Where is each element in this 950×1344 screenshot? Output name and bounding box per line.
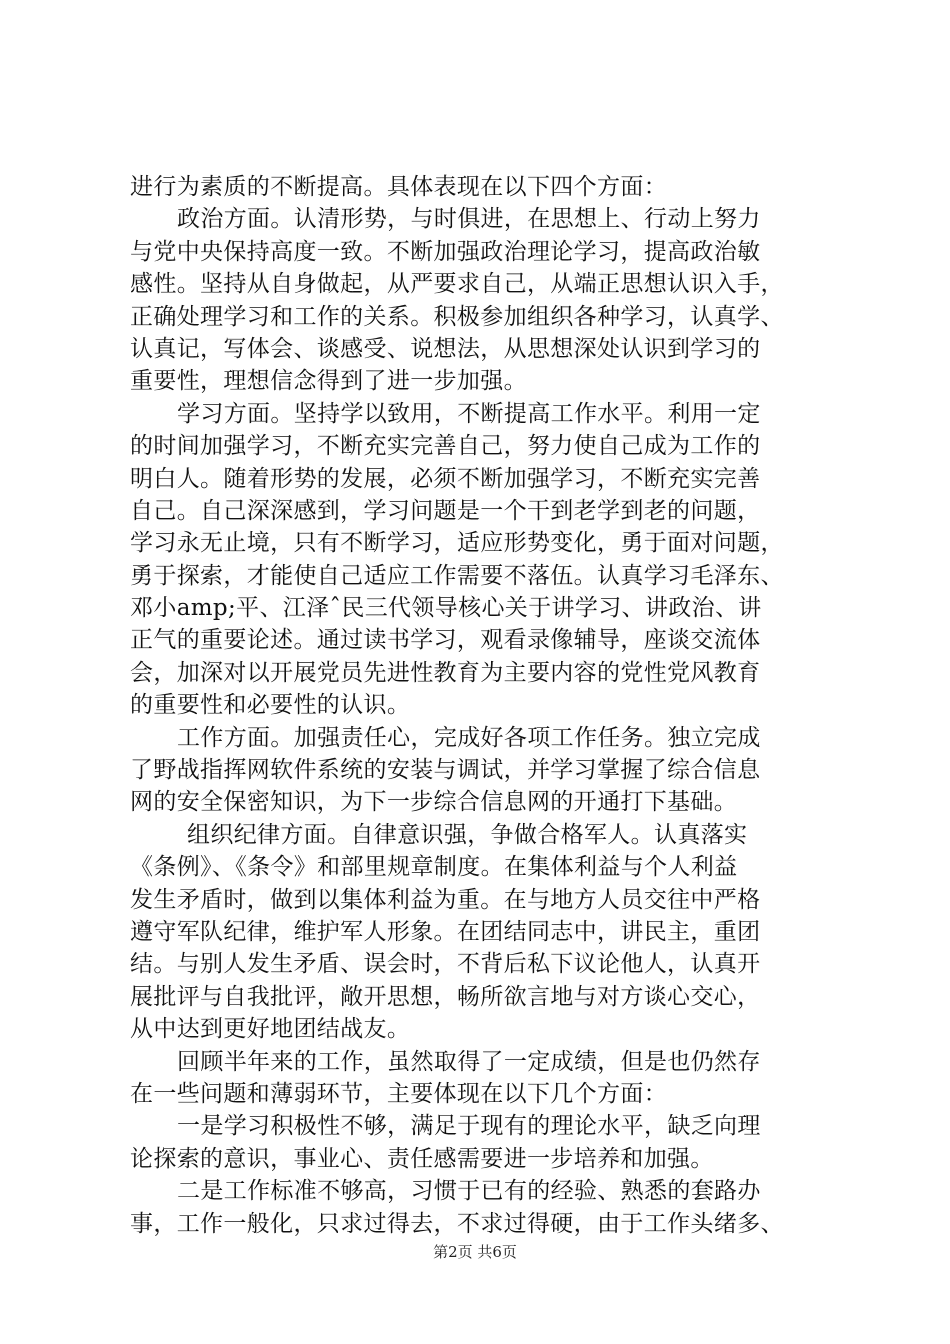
text-line: 网的安全保密知识，为下一步综合信息网的开通打下基础。: [130, 789, 738, 816]
text-line: 邓小amp;平、江泽ˆ民三代领导核心关于讲学习、讲政治、讲: [130, 595, 762, 622]
text-line: 感性。坚持从自身做起，从严要求自己，从端正思想认识入手，: [130, 271, 784, 298]
text-line: 工作方面。加强责任心，完成好各项工作任务。独立完成: [177, 724, 761, 751]
text-line: 二是工作标准不够高，习惯于已有的经验、熟悉的套路办: [177, 1178, 761, 1205]
text-line: 学习永无止境，只有不断学习，适应形势变化，勇于面对问题，: [130, 530, 784, 557]
text-line: 自己。自己深深感到，学习问题是一个干到老学到老的问题，: [130, 497, 761, 524]
text-line: 从中达到更好地团结战友。: [130, 1016, 411, 1043]
text-line: 认真记，写体会、谈感受、说想法，从思想深处认识到学习的: [130, 335, 761, 362]
text-line: 进行为素质的不断提高。具体表现在以下四个方面：: [130, 174, 668, 200]
text-line: 勇于探索，才能使自己适应工作需要不落伍。认真学习毛泽东、: [130, 562, 784, 589]
text-line: 组织纪律方面。自律意识强，争做合格军人。认真落实: [187, 821, 748, 848]
text-line: 重要性，理想信念得到了进一步加强。: [130, 368, 527, 395]
text-line: 的重要性和必要性的认识。: [130, 692, 411, 719]
text-line: 一是学习积极性不够，满足于现有的理论水平，缺乏向理: [177, 1113, 761, 1140]
text-line: 《条例》、《条令》和部里规章制度。在集体利益与个人利益: [130, 854, 738, 881]
text-line: 正确处理学习和工作的关系。积极参加组织各种学习，认真学、: [130, 303, 784, 330]
text-line: 在一些问题和薄弱环节，主要体现在以下几个方面：: [130, 1080, 668, 1107]
text-line: 与党中央保持高度一致。不断加强政治理论学习，提高政治敏: [130, 238, 761, 265]
text-line: 展批评与自我批评，敞开思想，畅所欲言地与对方谈心交心，: [130, 983, 761, 1010]
page-number-footer: 第2页 共6页: [433, 1243, 517, 1261]
text-line: 论探索的意识，事业心、责任感需要进一步培养和加强。: [130, 1145, 714, 1172]
text-line: 政治方面。认清形势，与时俱进，在思想上、行动上努力: [177, 206, 761, 233]
text-line: 遵守军队纪律，维护军人形象。在团结同志中，讲民主，重团: [130, 918, 761, 945]
text-line: 事，工作一般化，只求过得去，不求过得硬，由于工作头绪多、: [130, 1210, 784, 1237]
text-line: 的时间加强学习，不断充实完善自己，努力使自己成为工作的: [130, 433, 761, 460]
text-line: 正气的重要论述。通过读书学习，观看录像辅导，座谈交流体: [130, 627, 761, 654]
text-line: 回顾半年来的工作，虽然取得了一定成绩，但是也仍然存: [177, 1048, 761, 1075]
text-line: 会，加深对以开展党员先进性教育为主要内容的党性党风教育: [130, 659, 761, 686]
text-line: 结。与别人发生矛盾、误会时，不背后私下议论他人，认真开: [130, 951, 761, 978]
text-line: 发生矛盾时，做到以集体利益为重。在与地方人员交往中严格: [130, 886, 761, 913]
text-line: 学习方面。坚持学以致用，不断提高工作水平。利用一定: [177, 400, 761, 427]
document-body: [130, 171, 840, 1240]
text-line: 明白人。随着形势的发展，必须不断加强学习，不断充实完善: [130, 465, 761, 492]
text-line: 了野战指挥网软件系统的安装与调试，并学习掌握了综合信息: [130, 757, 761, 784]
